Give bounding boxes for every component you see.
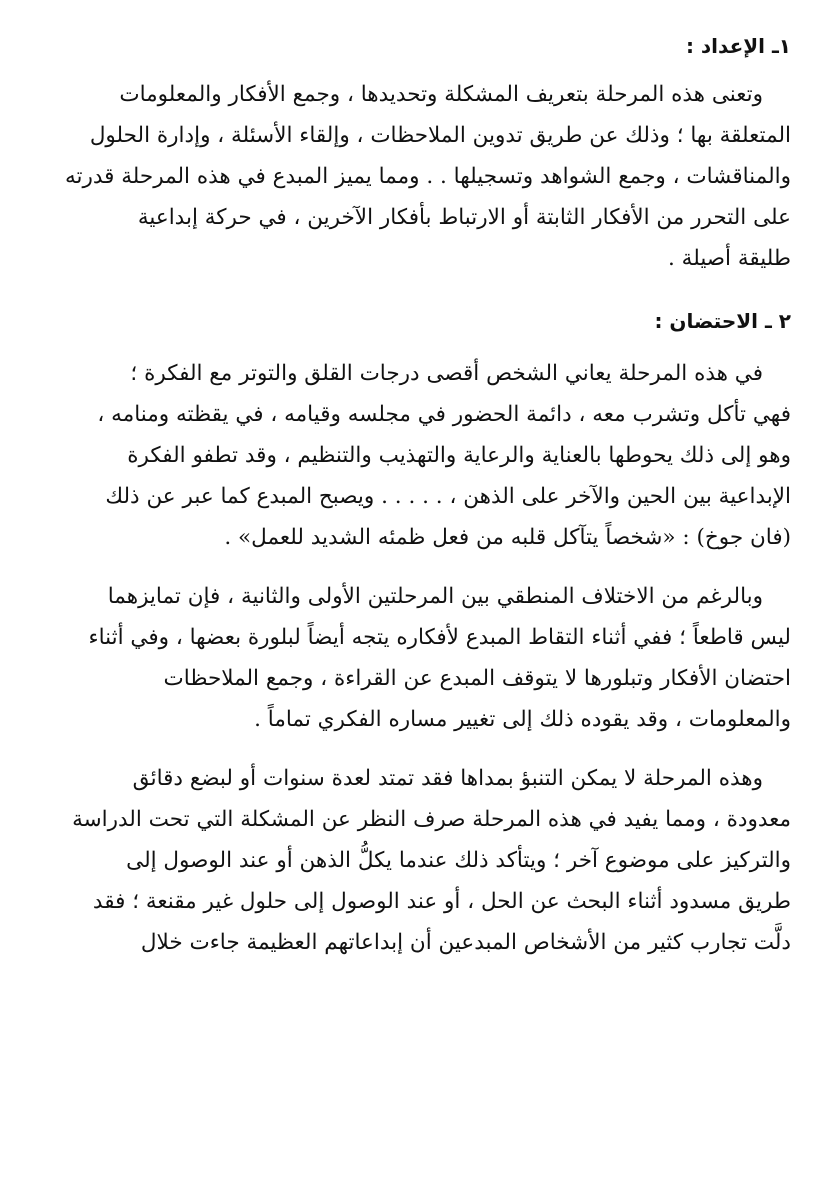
text-line: فهي تأكل وتشرب معه ، دائمة الحضور في مجلسه وقيامه ، في يقظته ومنامه ، — [97, 402, 791, 427]
text-line: والمعلومات ، وقد يقوده ذلك إلى تغيير مساره الفكري تماماً . — [254, 707, 791, 732]
paragraph-incubation-1 — [38, 353, 791, 558]
text-line: معدودة ، ومما يفيد في هذه المرحلة صرف النظر عن المشكلة التي تحت الدراسة — [72, 807, 791, 832]
text-line: طريق مسدود أثناء البحث عن الحل ، أو عند الوصول إلى حلول غير مقنعة ؛ فقد — [92, 889, 791, 914]
text-line: وهذه المرحلة لا يمكن التنبؤ بمداها فقد تمتد لعدة سنوات أو لبضع دقائق — [132, 766, 763, 791]
section-heading-preparation: ١ـ الإعداد : — [685, 34, 791, 58]
text-line: ليس قاطعاً ؛ ففي أثناء التقاط المبدع لأفكاره يتجه أيضاً لبلورة بعضها ، وفي أثناء — [88, 625, 791, 650]
paragraph-incubation-3 — [38, 758, 791, 963]
text-line: احتضان الأفكار وتبلورها لا يتوقف المبدع عن القراءة ، وجمع الملاحظات — [163, 666, 791, 691]
text-line: وتعنى هذه المرحلة بتعريف المشكلة وتحديدها ، وجمع الأفكار والمعلومات — [119, 82, 763, 107]
text-line: دلَّت تجارب كثير من الأشخاص المبدعين أن إبداعاتهم العظيمة جاءت خلال — [140, 930, 791, 955]
paragraph-incubation-2 — [38, 576, 791, 740]
text-line: والتركيز على موضوع آخر ؛ ويتأكد ذلك عندما يكلُّ الذهن أو عند الوصول إلى — [126, 848, 791, 873]
text-line: على التحرر من الأفكار الثابتة أو الارتباط بأفكار الآخرين ، في حركة إبداعية — [137, 205, 791, 230]
text-line: الإبداعية بين الحين والآخر على الذهن ، . . . . . ويصبح المبدع كما عبر عن ذلك — [105, 484, 791, 509]
text-line: طليقة أصيلة . — [668, 246, 791, 271]
text-line: (فان جوخ) : «شخصاً يتآكل قلبه من فعل ظمئه الشديد للعمل» . — [224, 525, 791, 550]
text-line: المتعلقة بها ؛ وذلك عن طريق تدوين الملاحظات ، وإلقاء الأسئلة ، وإدارة الحلول — [89, 123, 791, 148]
document-page — [38, 22, 791, 981]
text-line: وهو إلى ذلك يحوطها بالعناية والرعاية والتهذيب والتنظيم ، وقد تطفو الفكرة — [127, 443, 791, 468]
paragraph-preparation — [38, 74, 791, 279]
text-line: وبالرغم من الاختلاف المنطقي بين المرحلتين الأولى والثانية ، فإن تمايزهما — [107, 584, 763, 609]
text-line: في هذه المرحلة يعاني الشخص أقصى درجات القلق والتوتر مع الفكرة ؛ — [130, 361, 763, 386]
section-heading-incubation: ٢ ـ الاحتضان : — [654, 309, 791, 333]
text-line: والمناقشات ، وجمع الشواهد وتسجيلها . . ومما يميز المبدع في هذه المرحلة قدرته — [64, 164, 791, 189]
